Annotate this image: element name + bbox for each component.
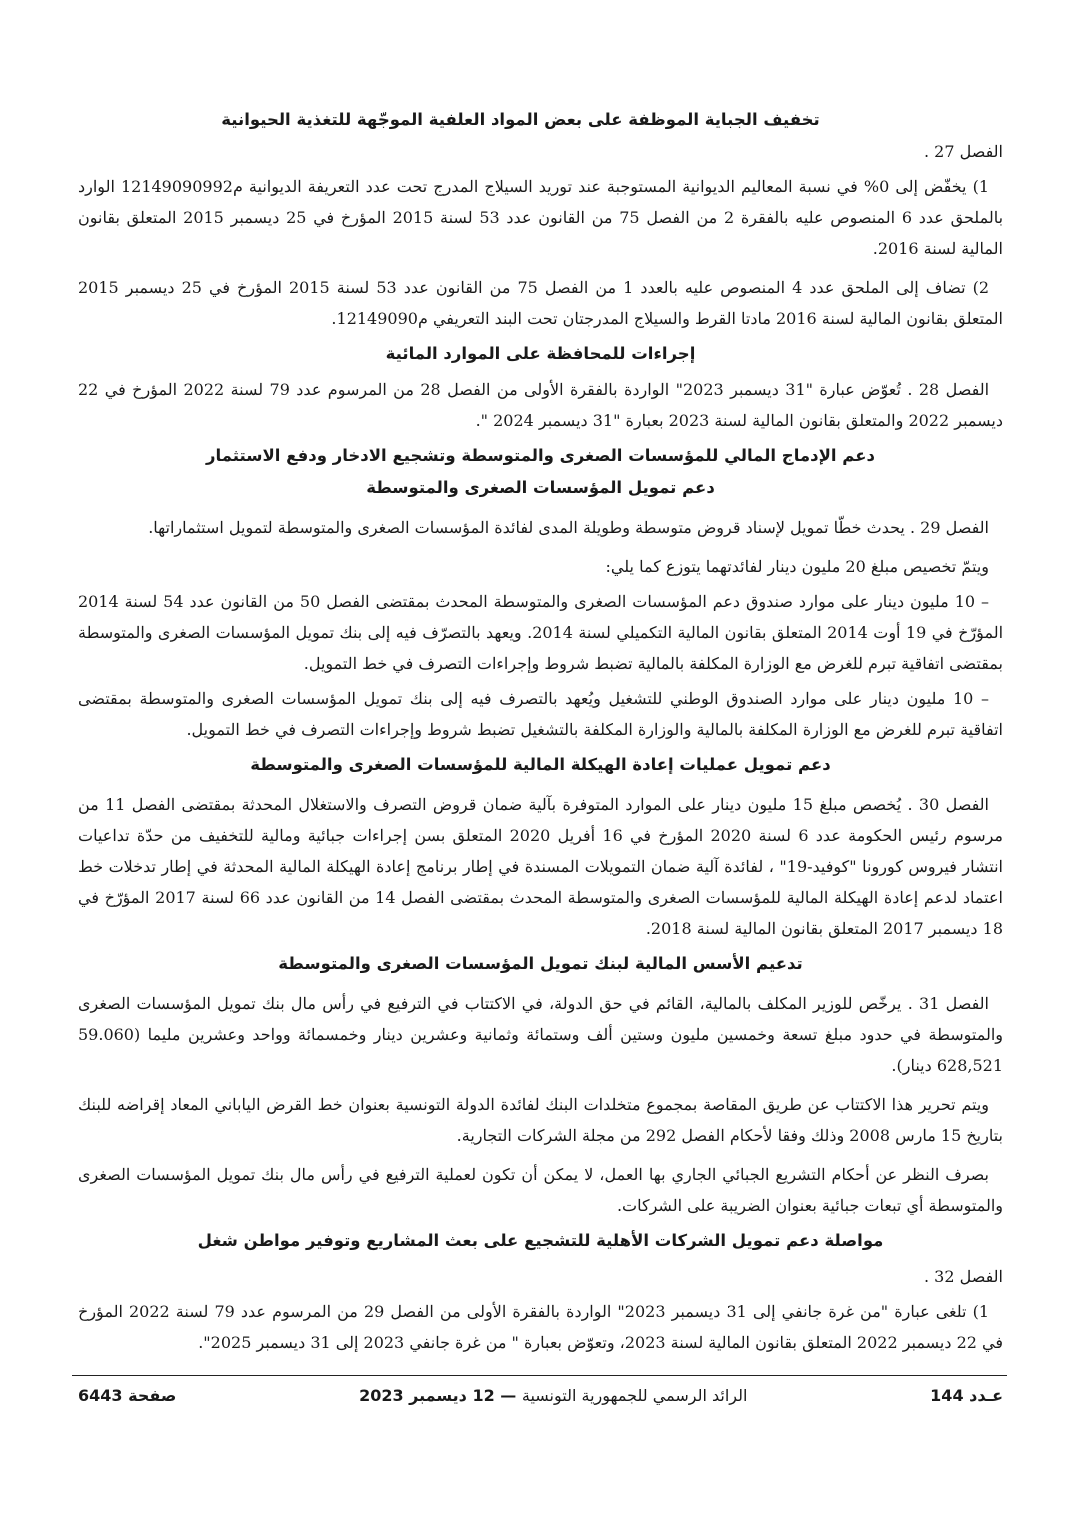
article-29-paragraph-1: ويتمّ تخصيص مبلغ 20 مليون دينار لفائدتهما يتوزع كما يلي: — [605, 557, 989, 576]
article-28: الفصل 28 . تُعوّض عبارة "31 ديسمبر 2023" الواردة بالفقرة الأولى من الفصل 28 من المرسوم عدد 79 لسنة 2022 المؤرخ في 22 ديسمبر 2022 والمتعلق بقانون المالية لسنة 2023 بعبارة "31 ديسمبر 2024 ". — [78, 380, 1003, 430]
article-27-paragraph-1: 1) يخفّض إلى 0% في نسبة المعاليم الديوانية المستوجبة عند توريد السيلاج المدرج تحت عدد التعريفة الديوانية م12149090992 الوارد بالملحق عدد 6 المنصوص عليه بالفقرة 2 من الفصل 75 من القانون عدد 53 لسنة 2015 المؤرخ في 25 ديسمبر 2015 المتعلق بقانون المالية لسنة 2016. — [78, 177, 1004, 258]
section-subheading-sme-financing: دعم تمويل المؤسسات الصغرى والمتوسطة — [366, 478, 715, 497]
section-heading-bank-capital: تدعيم الأسس المالية لبنك تمويل المؤسسات الصغرى والمتوسطة — [278, 954, 803, 973]
article-29: الفصل 29 . يحدث خطّا تمويل لإسناد قروض متوسطة وطويلة المدى لفائدة المؤسسات الصغرى والمتوسطة لتمويل استثماراتها. — [148, 518, 989, 537]
footer-issue-number: عـدد 144 — [930, 1386, 1003, 1405]
article-32-title: الفصل 32 . — [923, 1267, 1003, 1286]
section-heading-financial-inclusion: دعم الإدماج المالي للمؤسسات الصغرى والمتوسطة وتشجيع الادخار ودفع الاستثمار — [206, 446, 875, 465]
article-31: الفصل 31 . يرخّص للوزير المكلف بالمالية، القائم في حق الدولة، في الاكتتاب في الترفيع في رأس مال بنك تمويل المؤسسات الصغرى والمتوسطة في حدود مبلغ تسعة وخمسين مليون وستين ألف وستمائة وثمانية وعشرين دينار وخمسمائة وواحد وعشرين مليما (59.060 628,521 دينار). — [78, 994, 1003, 1075]
article-29-paragraph-2: – 10 مليون دينار على موارد صندوق دعم المؤسسات الصغرى والمتوسطة المحدث بمقتضى الفصل 50 من القانون عدد 54 لسنة 2014 المؤرّخ في 19 أوت 2014 المتعلق بقانون المالية التكميلي لسنة 2014. ويعهد بالتصرّف فيه إلى بنك تمويل المؤسسات الصغرى والمتوسطة بمقتضى اتفاقية تبرم للغرض مع الوزارة المكلفة بالمالية تضبط شروط وإجراءات التصرف في خط التمويل. — [78, 592, 1004, 673]
footer-publication — [359, 1386, 747, 1405]
section-heading-animal-feed: تخفيف الجباية الموظفة على بعض المواد العلفية الموجّهة للتغذية الحيوانية — [221, 110, 820, 129]
article-27-paragraph-2: 2) تضاف إلى الملحق عدد 4 المنصوص عليه بالعدد 1 من الفصل 75 من القانون عدد 53 لسنة 2015 المؤرخ في 25 ديسمبر 2015 المتعلق بقانون المالية لسنة 2016 مادتا القرط والسيلاج المدرجتان تحت البند التعريفي م12149090. — [78, 278, 1003, 328]
section-heading-community-companies: مواصلة دعم تمويل الشركات الأهلية للتشجيع على بعث المشاريع وتوفير مواطن شغل — [197, 1231, 884, 1250]
article-30: الفصل 30 . يُخصص مبلغ 15 مليون دينار على الموارد المتوفرة بآلية ضمان قروض التصرف والاستغلال المحدثة بمقتضى الفصل 11 من مرسوم رئيس الحكومة عدد 6 لسنة 2020 المؤرخ في 16 أفريل 2020 المتعلق بسن إجراءات جبائية ومالية للتخفيف من حدّة تداعيات انتشار فيروس كورونا "كوفيد-19" ، لفائدة آلية ضمان التمويلات المسندة في إطار برنامج إعادة الهيكلة المالية المحدثة في إطار تدخلات خط اعتماد لدعم إعادة الهيكلة المالية للمؤسسات الصغرى والمتوسطة المحدث بمقتضى الفصل 14 من القانون عدد 66 لسنة 2017 المؤرّخ في 18 ديسمبر 2017 المتعلق بقانون المالية لسنة 2018. — [78, 795, 1004, 938]
article-31-paragraph-1: ويتم تحرير هذا الاكتتاب عن طريق المقاصة بمجموع متخلدات البنك لفائدة الدولة التونسية بعنوان خط القرض الياباني المعاد إقراضه للبنك بتاريخ 15 مارس 2008 وذلك وفقا لأحكام الفصل 292 من مجلة الشركات التجارية. — [78, 1095, 1003, 1145]
article-32-paragraph-1: 1) تلغى عبارة "من غرة جانفي إلى 31 ديسمبر 2023" الواردة بالفقرة الأولى من الفصل 29 من المرسوم عدد 79 لسنة 2022 المؤرخ في 22 ديسمبر 2022 المتعلق بقانون المالية لسنة 2023، وتعوّض بعبارة " من غرة جانفي 2023 إلى 31 ديسمبر 2025". — [78, 1302, 1003, 1352]
footer-separator: — — [494, 1386, 522, 1405]
document-page — [78, 104, 1003, 1358]
article-31-paragraph-2: بصرف النظر عن أحكام التشريع الجبائي الجاري بها العمل، لا يمكن أن تكون لعملية الترفيع في رأس مال بنك تمويل المؤسسات الصغرى والمتوسطة أي تبعات جبائية بعنوان الضريبة على الشركات. — [78, 1165, 1003, 1215]
article-27-title: الفصل 27 . — [923, 142, 1003, 161]
footer-source: الرائد الرسمي للجمهورية التونسية — [521, 1386, 748, 1405]
footer-divider — [72, 1375, 1007, 1376]
footer-date: 12 ديسمبر 2023 — [359, 1386, 495, 1405]
section-heading-restructuring: دعم تمويل عمليات إعادة الهيكلة المالية للمؤسسات الصغرى والمتوسطة — [250, 755, 831, 774]
article-29-paragraph-3: – 10 مليون دينار على موارد الصندوق الوطني للتشغيل ويُعهد بالتصرف فيه إلى بنك تمويل المؤسسات الصغرى والمتوسطة بمقتضى اتفاقية تبرم للغرض مع الوزارة المكلفة بالمالية والوزارة المكلفة بالتشغيل تضبط شروط وإجراءات التصرف في خط التمويل. — [78, 689, 1003, 739]
footer-page-number: صفحة 6443 — [78, 1386, 177, 1405]
section-heading-water: إجراءات للمحافظة على الموارد المائية — [385, 344, 696, 363]
page-footer — [78, 1386, 1003, 1405]
